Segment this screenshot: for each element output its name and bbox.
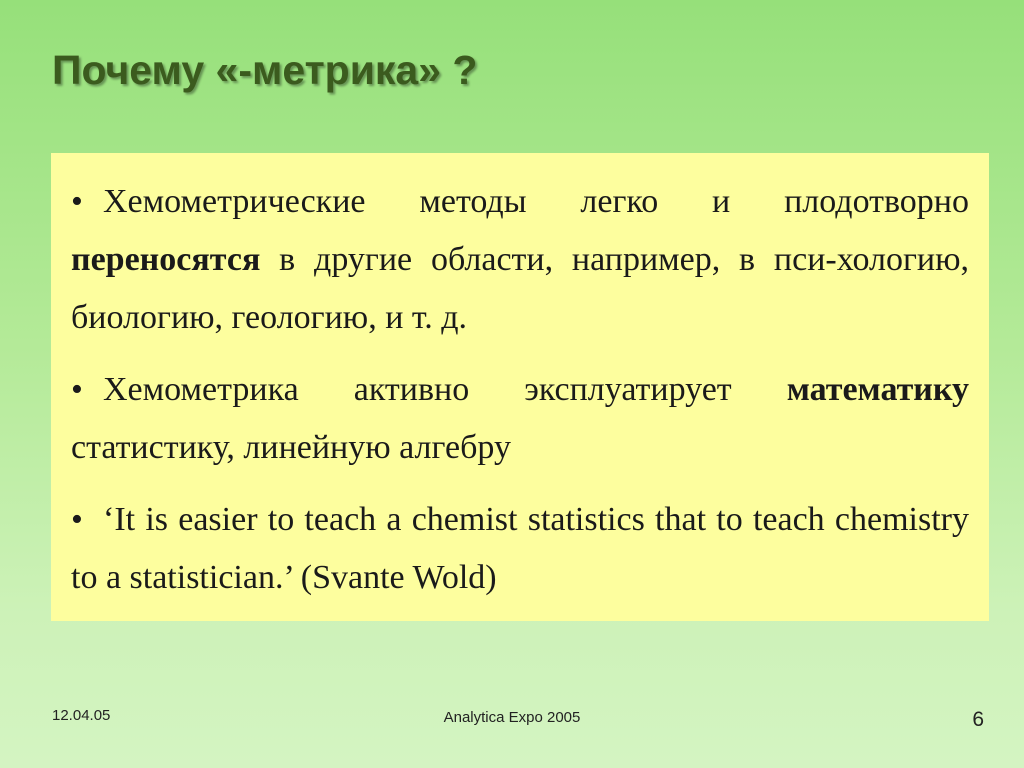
bullet-emphasis: математику — [786, 371, 969, 408]
bullet-text: Хемометрика активно эксплуатирует — [103, 371, 787, 408]
quote-text: ‘It is easier to teach a chemist statistics that to teach chemistry to a statistician.’ (Svante Wold) — [71, 501, 969, 596]
footer-event: Analytica Expo 2005 — [443, 709, 581, 726]
bullet-marker: • — [71, 371, 83, 408]
bullet-emphasis: переносятся — [71, 241, 261, 278]
content-box — [51, 153, 989, 621]
bullet-item-1 — [71, 173, 969, 347]
bullet-text: Хемометрические методы легко и плодотворно — [103, 183, 969, 220]
bullet-text: статистику, линейную алгебру — [71, 429, 511, 466]
page-number: 6 — [972, 708, 984, 731]
bullet-item-2 — [71, 361, 969, 477]
bullet-marker: • — [71, 183, 83, 220]
slide-title: Почему «-метрика» ? — [52, 47, 478, 93]
bullet-item-3 — [71, 491, 969, 607]
footer-date: 12.04.05 — [52, 707, 111, 724]
bullet-marker: • — [71, 501, 83, 538]
bullet-text: в другие области, например, в пси-хологию, биологию, геологию, и т. д. — [71, 241, 969, 336]
